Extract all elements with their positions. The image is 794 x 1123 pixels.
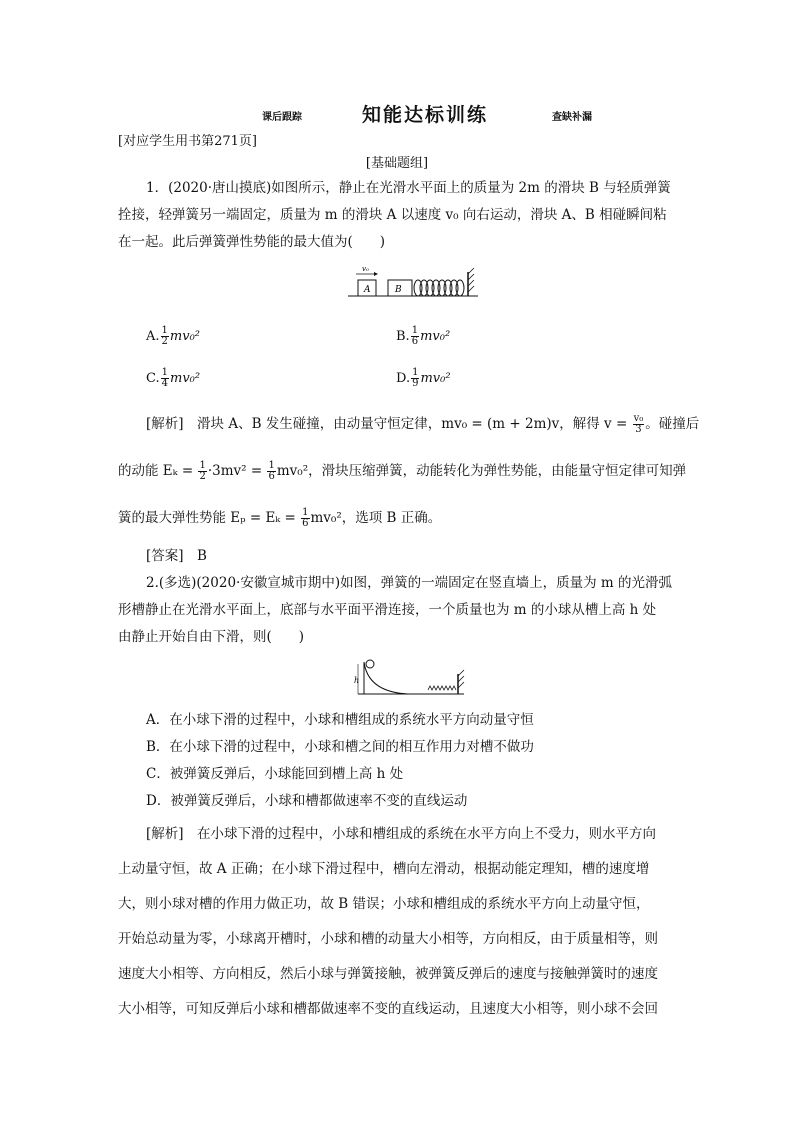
height-label: h [354,676,360,685]
header-right-tag: 查缺补漏 [552,112,592,123]
q1-option-b[interactable]: B. $\frac{1}{6}$ mv₀² [396,325,451,347]
q2-option-a[interactable]: A．在小球下滑的过程中，小球和槽组成的系统水平方向动量守恒 [146,712,534,728]
book-reference: [对应学生用书第271页] [118,134,257,149]
q2-line-1: 2.(多选)(2020·安徽宣城市期中)如图，弹簧的一端固定在竖直墙上，质量为 m 的光滑弧 [146,575,672,591]
q1-analysis-2: 的动能 Eₖ = $\frac{1}{2}$ ·3mv² = $\frac{1}{6}$ mv₀²，滑块压缩弹簧，动能转化为弹性势能，由能量守恒定律可知弹 [118,460,687,482]
q1-line-1: 1．(2020·唐山摸底)如图所示，静止在光滑水平面上的质量为 2m 的滑块 B 与轻质弹簧 [146,180,671,196]
q2-analysis-5: 速度大小相等、方向相反，然后小球与弹簧接触，被弹簧反弹后的速度与接触弹簧时的速度 [118,966,658,982]
q2-option-c[interactable]: C．被弹簧反弹后，小球能回到槽上高 h 处 [146,766,404,782]
velocity-arrowhead [374,272,378,276]
page-title: 知能达标训练 [362,104,489,126]
q1-analysis-1: [解析] 滑块 A、B 发生碰撞，由动量守恒定律，mv₀ = (m + 2m)v，解得 v = $\frac{\text{v₀}}{3}$ 。碰撞后 [146,413,700,435]
q2-analysis-3: 大，则小球对槽的作用力做正功，故 B 错误；小球和槽组成的系统水平方向上动量守恒， [118,896,650,912]
q1-answer: [答案] B [146,548,207,564]
q2-analysis-4: 开始总动量为零，小球离开槽时，小球和槽的动量大小相等，方向相反，由于质量相等，则 [118,931,658,947]
wall-hatch [468,268,474,292]
spring [414,280,464,296]
q2-analysis-2: 上动量守恒，故 A 正确；在小球下滑过程中，槽向左滑动，根据动能定理知，槽的速度增 [118,861,650,877]
q2-line-3: 由静止开始自由下滑，则( ) [118,629,305,645]
q2-analysis-6: 大小相等，可知反弹后小球和槽都做速率不变的直线运动，且速度大小相等，则小球不会回 [118,1001,658,1017]
q2-analysis-1: [解析] 在小球下滑的过程中，小球和槽组成的系统在水平方向上不受力，则水平方向 [146,826,657,842]
header-left-tag: 课后跟踪 [262,112,302,123]
block-a-label: A [364,285,371,295]
q2-option-d[interactable]: D．被弹簧反弹后，小球和槽都做速率不变的直线运动 [146,793,468,809]
ball [366,660,374,668]
velocity-label: v₀ [362,265,369,273]
q2-figure [350,654,470,698]
q1-option-d[interactable]: D. $\frac{1}{9}$ mv₀² [396,367,451,389]
q1-option-c[interactable]: C. $\frac{1}{4}$ mv₀² [146,367,201,389]
q2-line-2: 形槽静止在光滑水平面上，底部与水平面平滑连接，一个质量也为 m 的小球从槽上高 h 处 [118,602,657,618]
q2-spring [428,686,456,690]
q2-option-b[interactable]: B．在小球下滑的过程中，小球和槽之间的相互作用力对槽不做功 [146,739,534,755]
page-header [0,100,794,130]
q1-analysis-3: 簧的最大弹性势能 Eₚ = Eₖ = $\frac{1}{6}$ mv₀²，选项 B 正确。 [118,507,442,529]
group-heading: [基础题组] [365,156,429,171]
q1-line-3: 在一起。此后弹簧弹性势能的最大值为( ) [118,234,386,250]
q1-line-2: 拴接，轻弹簧另一端固定，质量为 m 的滑块 A 以速度 v₀ 向右运动，滑块 A、B 相碰瞬间粘 [118,207,667,223]
q1-option-a[interactable]: A. $\frac{1}{2}$ mv₀² [146,325,201,347]
block-b-label: B [395,285,402,295]
q2-wall-hatch [458,670,464,688]
q1-figure [344,262,484,304]
